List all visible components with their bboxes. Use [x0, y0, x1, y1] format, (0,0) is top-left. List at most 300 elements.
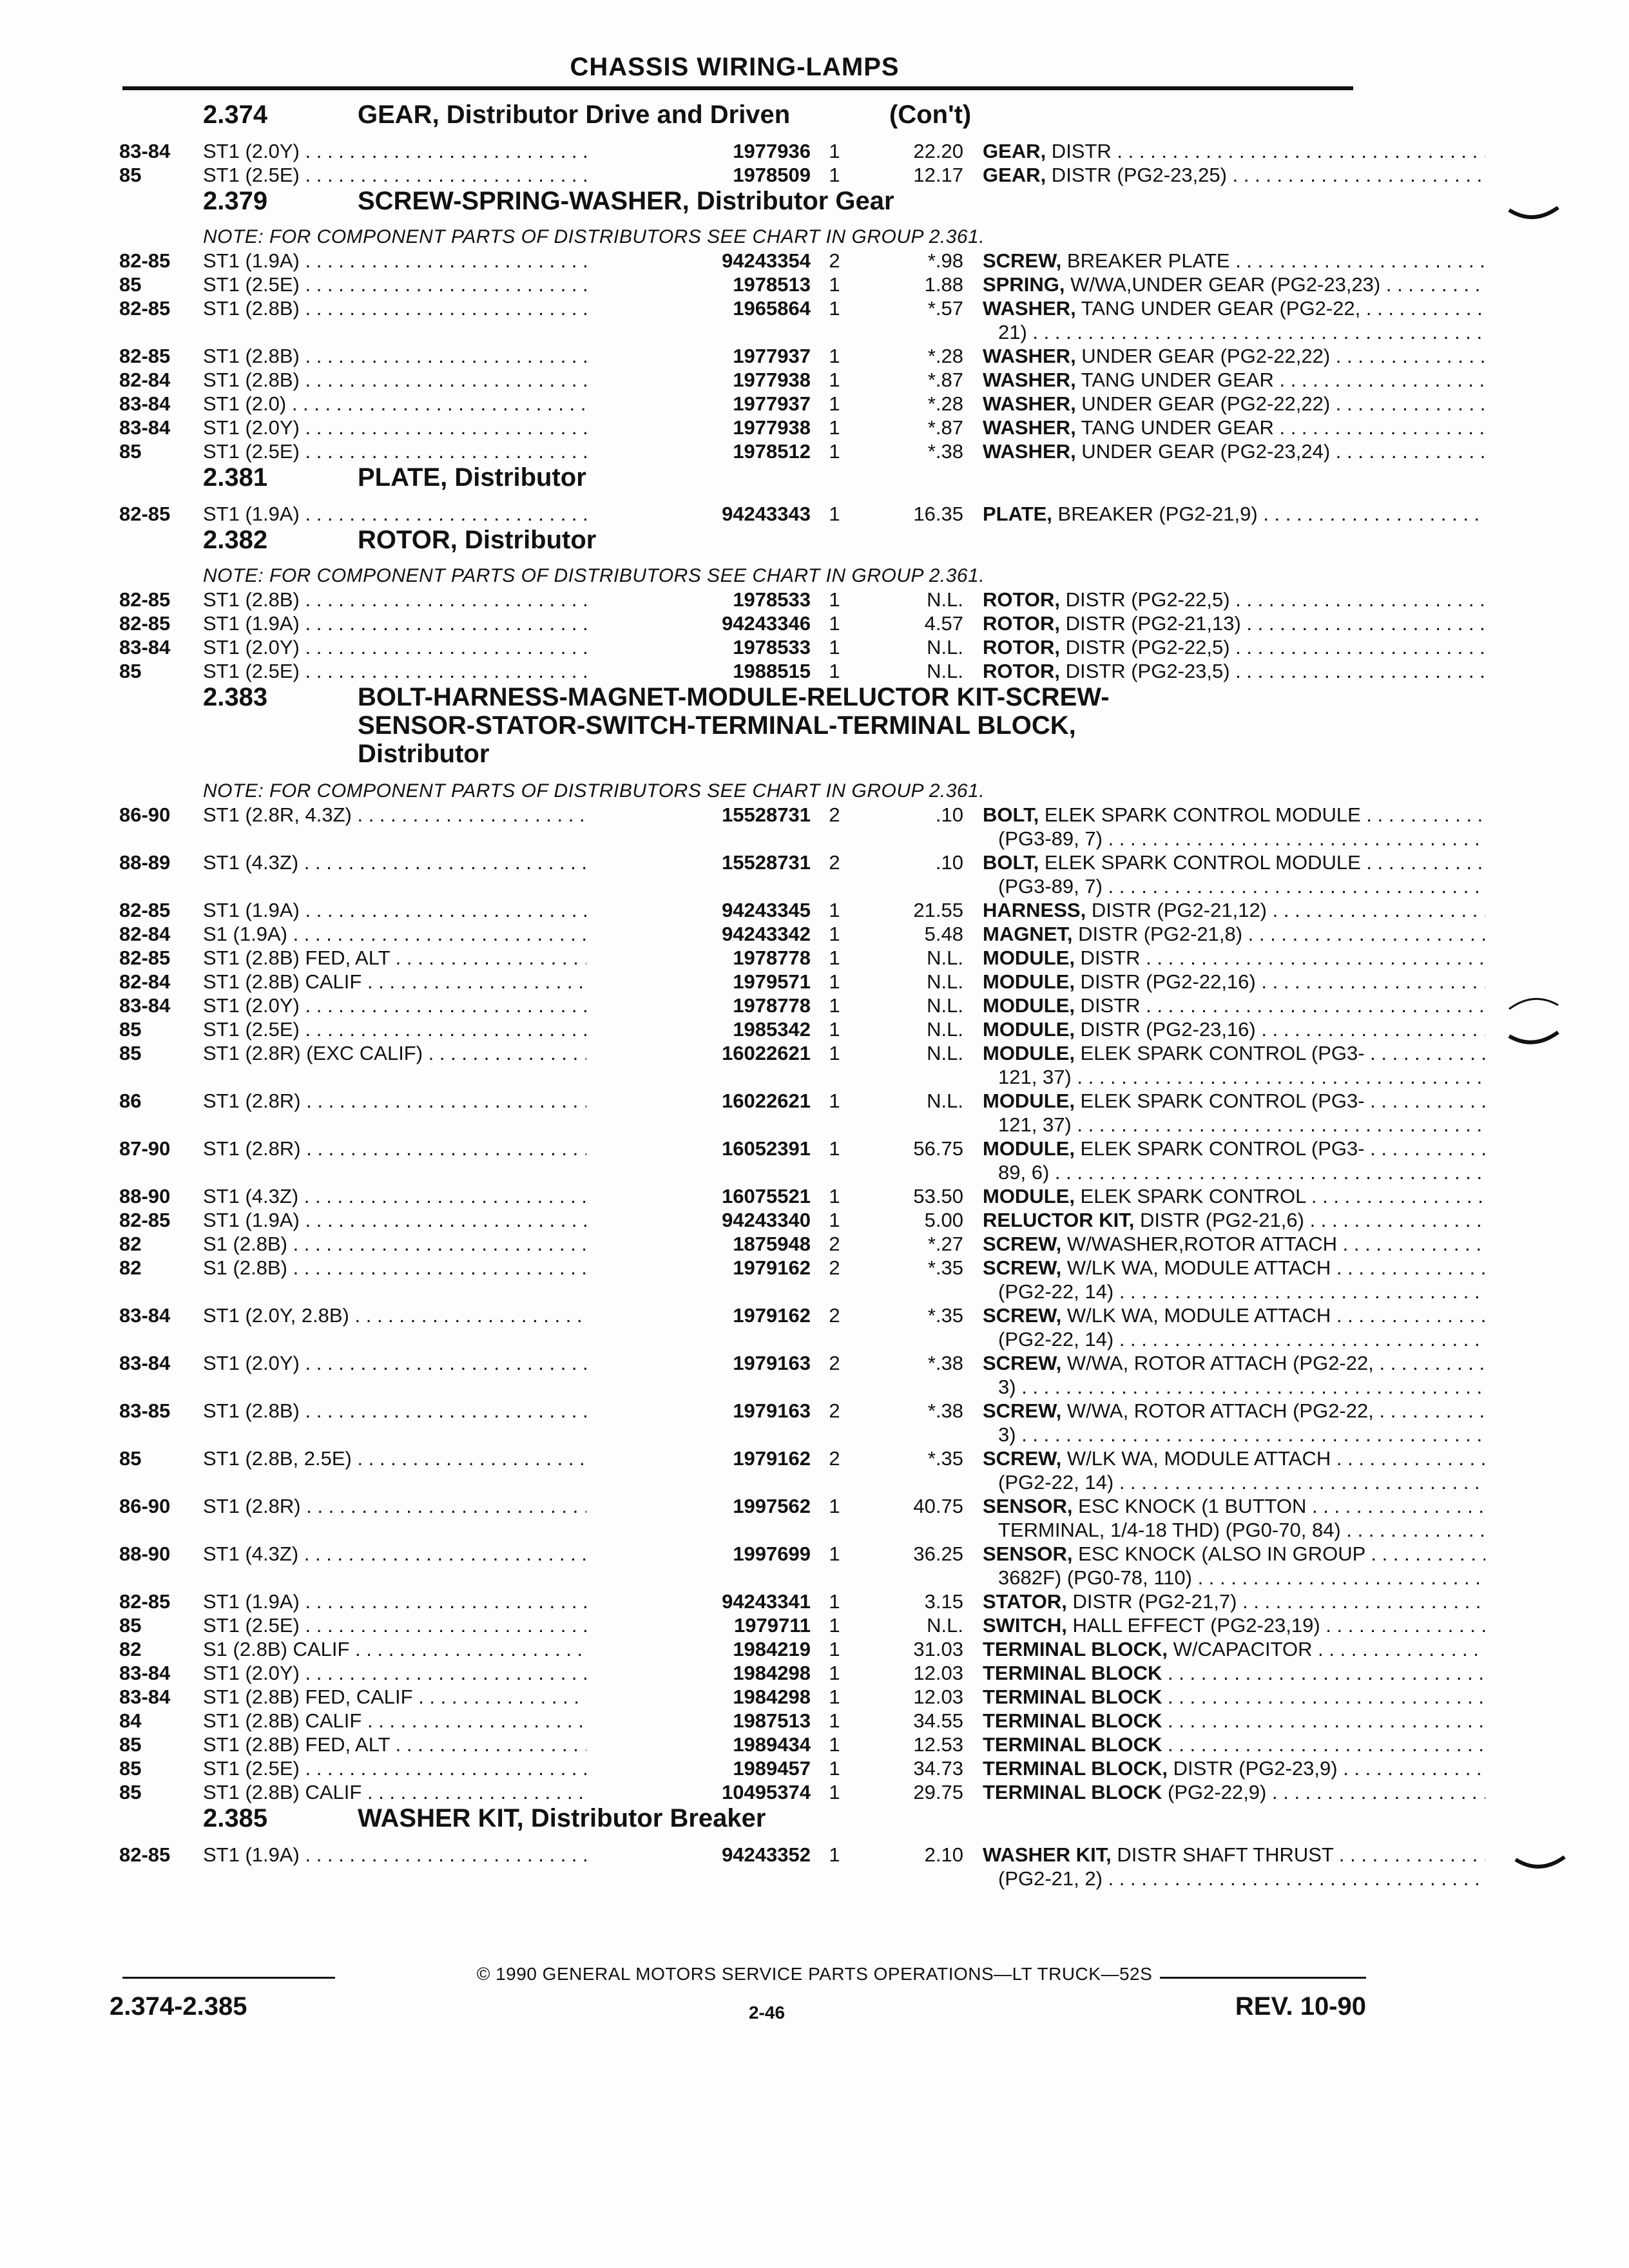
model-years: 86-90 — [119, 1495, 171, 1517]
part-number: 1978513 — [586, 273, 811, 296]
description-line — [983, 1613, 1485, 1637]
part-number: 1979163 — [586, 1351, 811, 1375]
description — [983, 163, 1485, 187]
description-noun: SCREW, — [983, 1352, 1062, 1374]
group-title: GEAR, Distributor Drive and Driven — [358, 101, 791, 129]
part-number: 1984298 — [586, 1685, 811, 1709]
description-text: W/WASHER,ROTOR ATTACH — [1061, 1233, 1337, 1255]
part-row — [119, 611, 1356, 635]
model-years: 88-90 — [119, 1542, 171, 1565]
application: ST1 (2.8B) . . . — [203, 588, 667, 611]
application: ST1 (2.8B) FED, ALT . . . — [203, 946, 667, 970]
price: N.L. — [927, 636, 963, 658]
description — [983, 344, 1485, 368]
quantity: 1 — [829, 297, 840, 320]
model-years: 83-84 — [119, 392, 171, 415]
description-noun: MODULE, — [983, 1185, 1075, 1207]
price: 5.48 — [924, 923, 963, 945]
price: N.L. — [927, 1090, 963, 1112]
application: ST1 (2.5E) . . . — [203, 439, 667, 463]
quantity: 1 — [829, 1686, 840, 1708]
description-text: ESC KNOCK (1 BUTTON — [1072, 1495, 1307, 1517]
description — [983, 1232, 1485, 1256]
part-row — [119, 1208, 1356, 1232]
description-line — [983, 611, 1485, 635]
description-text: W/WA, ROTOR ATTACH (PG2-22, — [1061, 1352, 1374, 1374]
application: ST1 (2.5E) . . . — [203, 659, 667, 683]
part-number: 1978778 — [586, 994, 811, 1017]
model-years: 85 — [119, 1447, 142, 1470]
part-row — [119, 1613, 1356, 1637]
description-line — [983, 1184, 1485, 1208]
part-row — [119, 296, 1361, 344]
part-number: 1979162 — [586, 1303, 811, 1327]
group-title: WASHER KIT, Distributor Breaker — [358, 1804, 766, 1832]
application: ST1 (2.8B) . . . — [203, 368, 667, 392]
description-text: UNDER GEAR (PG2-23,24) — [1075, 440, 1331, 463]
description-noun: TERMINAL BLOCK — [983, 1733, 1162, 1756]
quantity: 1 — [829, 1018, 840, 1041]
description-line — [983, 1470, 1485, 1494]
price: N.L. — [927, 660, 963, 682]
description-noun: WASHER KIT, — [983, 1843, 1112, 1866]
price: N.L. — [927, 947, 963, 969]
part-row — [119, 273, 1381, 296]
price: 16.35 — [913, 503, 963, 525]
description — [983, 439, 1485, 463]
description-noun: PLATE, — [983, 503, 1052, 525]
description-noun: ROTOR, — [983, 660, 1060, 682]
model-years: 83-84 — [119, 1352, 171, 1374]
description-noun: SCREW, — [983, 249, 1062, 272]
description-line — [983, 1065, 1485, 1089]
description-text: DISTR (PG2-22,5) — [1060, 588, 1230, 611]
part-number: 94243341 — [586, 1590, 811, 1613]
description-text: DISTR (PG2-23,16) — [1074, 1018, 1256, 1041]
quantity: 1 — [829, 140, 840, 162]
part-row — [119, 994, 1356, 1017]
price: *.35 — [927, 1256, 963, 1279]
description-text: TANG UNDER GEAR — [1075, 369, 1274, 391]
model-years: 85 — [119, 660, 142, 682]
model-years: 88-90 — [119, 1185, 171, 1207]
description-text: (PG2-22, 14) — [998, 1471, 1114, 1494]
part-number: 1965864 — [586, 296, 811, 320]
group-title: PLATE, Distributor — [358, 463, 586, 492]
application: ST1 (4.3Z) . . . — [203, 1184, 667, 1208]
application: ST1 (2.0Y) . . . — [203, 139, 667, 163]
part-row — [119, 1446, 1356, 1494]
group-header — [119, 463, 1356, 502]
description-noun: SWITCH, — [983, 1614, 1067, 1637]
model-years: 82-84 — [119, 369, 171, 391]
part-number: 1977937 — [586, 392, 811, 416]
part-row — [119, 1017, 1356, 1041]
model-years: 82 — [119, 1638, 142, 1660]
description — [983, 1843, 1485, 1890]
description-noun: MODULE, — [983, 994, 1075, 1017]
description-noun: TERMINAL BLOCK, — [983, 1638, 1168, 1660]
application: ST1 (2.8B) . . . — [203, 1399, 667, 1423]
description-text: W/CAPACITOR — [1168, 1638, 1313, 1660]
quantity: 1 — [829, 273, 840, 296]
application: ST1 (2.8B) . . . — [203, 296, 667, 320]
model-years: 85 — [119, 1042, 142, 1064]
description-noun: SENSOR, — [983, 1542, 1073, 1565]
description — [983, 1613, 1485, 1637]
price: *.27 — [927, 1233, 963, 1255]
quantity: 2 — [829, 1399, 840, 1422]
quantity: 1 — [829, 994, 840, 1017]
description-line — [983, 1843, 1485, 1867]
description-noun: MODULE, — [983, 947, 1075, 969]
description-noun: ROTOR, — [983, 612, 1060, 635]
quantity: 1 — [829, 1614, 840, 1637]
description-line — [983, 1518, 1485, 1542]
description-line — [983, 1590, 1485, 1613]
header-rule — [122, 86, 1353, 90]
description-text: (PG3-89, 7) — [998, 827, 1103, 850]
price: 2.10 — [924, 1843, 963, 1866]
part-number: 94243340 — [586, 1208, 811, 1232]
part-row — [119, 1041, 1365, 1089]
group-title — [358, 683, 1324, 768]
model-years: 83-84 — [119, 416, 171, 439]
description — [983, 803, 1485, 850]
price: 12.17 — [913, 164, 963, 186]
description-noun: ROTOR, — [983, 636, 1060, 658]
part-row — [119, 1542, 1365, 1590]
description-line — [983, 1327, 1485, 1351]
description-noun: SCREW, — [983, 1399, 1062, 1422]
description-text: UNDER GEAR (PG2-22,22) — [1075, 345, 1331, 367]
group-note: NOTE: FOR COMPONENT PARTS OF DISTRIBUTORS SEE CHART IN GROUP 2.361. — [203, 780, 985, 802]
part-number: 16052391 — [586, 1137, 811, 1160]
description-noun: TERMINAL BLOCK — [983, 1662, 1162, 1684]
part-row — [119, 368, 1356, 392]
application: ST1 (2.0Y) . . . — [203, 994, 667, 1017]
description-text: ESC KNOCK (ALSO IN GROUP — [1072, 1542, 1365, 1565]
application: ST1 (2.0Y) . . . — [203, 416, 667, 439]
part-row — [119, 1303, 1356, 1351]
quantity: 2 — [829, 803, 840, 826]
margin-tick-mark — [1514, 1856, 1566, 1875]
quantity: 1 — [829, 636, 840, 658]
part-row — [119, 416, 1356, 439]
description-noun: TERMINAL BLOCK, — [983, 1757, 1168, 1780]
part-row — [119, 635, 1356, 659]
quantity: 1 — [829, 1781, 840, 1803]
part-row — [119, 922, 1356, 946]
description — [983, 368, 1485, 392]
model-years: 82-85 — [119, 1590, 171, 1613]
description-text: 89, 6) — [998, 1161, 1050, 1184]
price: 53.50 — [913, 1185, 963, 1207]
application: ST1 (1.9A) . . . — [203, 898, 667, 922]
description-text: BREAKER PLATE — [1061, 249, 1230, 272]
quantity: 2 — [829, 1447, 840, 1470]
quantity: 1 — [829, 612, 840, 635]
description-line — [983, 1661, 1485, 1685]
quantity: 2 — [829, 1233, 840, 1255]
application: S1 (2.8B) . . . — [203, 1256, 667, 1280]
description-noun: MODULE, — [983, 1090, 1075, 1112]
part-row — [119, 344, 1356, 368]
price: *.35 — [927, 1304, 963, 1327]
description-text: W/LK WA, MODULE ATTACH — [1061, 1447, 1331, 1470]
description-text: DISTR (PG2-21,6) — [1134, 1209, 1304, 1231]
description-line — [983, 320, 1485, 344]
quantity: 2 — [829, 851, 840, 874]
description — [983, 1780, 1485, 1804]
group-number: 2.381 — [203, 463, 268, 492]
quantity: 2 — [829, 1352, 840, 1374]
description — [983, 1399, 1485, 1446]
description-line — [983, 139, 1485, 163]
model-years: 85 — [119, 273, 142, 296]
description — [983, 296, 1485, 344]
description-line — [983, 1351, 1485, 1375]
description-noun: WASHER, — [983, 297, 1076, 320]
group-title-line: Distributor — [358, 740, 490, 768]
description — [983, 1446, 1485, 1494]
margin-tick-mark — [1508, 992, 1559, 1012]
application: ST1 (2.8R) . . . — [203, 1089, 667, 1113]
application: ST1 (2.8R, 4.3Z) . . . — [203, 803, 667, 827]
price: 29.75 — [913, 1781, 963, 1803]
description-noun: TERMINAL BLOCK — [983, 1686, 1162, 1708]
application: ST1 (2.5E) . . . — [203, 163, 667, 187]
description-line — [983, 994, 1485, 1017]
description-line — [983, 344, 1485, 368]
application: ST1 (2.8B) . . . — [203, 344, 667, 368]
quantity: 2 — [829, 249, 840, 272]
footer-copyright: © 1990 GENERAL MOTORS SERVICE PARTS OPERATIONS—LT TRUCK—52S — [469, 1964, 1161, 1984]
description-text: DISTR — [1074, 947, 1141, 969]
price: *.87 — [927, 369, 963, 391]
application: ST1 (1.9A) . . . — [203, 502, 667, 526]
price: *.28 — [927, 392, 963, 415]
description-line — [983, 249, 1485, 273]
description-text: (PG3-89, 7) — [998, 875, 1103, 898]
quantity: 1 — [829, 970, 840, 993]
description-line — [983, 874, 1485, 898]
part-row — [119, 139, 1356, 163]
part-number: 1979163 — [586, 1399, 811, 1423]
description-text: DISTR SHAFT THRUST — [1111, 1843, 1334, 1866]
part-row — [119, 1351, 1374, 1399]
price: 56.75 — [913, 1137, 963, 1160]
description — [983, 994, 1485, 1017]
description — [983, 1494, 1485, 1542]
description-text: 3682F) (PG0-78, 110) — [998, 1566, 1192, 1589]
application: ST1 (1.9A) . . . — [203, 1590, 667, 1613]
part-number: 1989457 — [586, 1756, 811, 1780]
price: 36.25 — [913, 1542, 963, 1565]
part-number: 94243343 — [586, 502, 811, 526]
quantity: 1 — [829, 1137, 840, 1160]
description — [983, 1089, 1485, 1137]
description-noun: GEAR, — [983, 164, 1046, 186]
price: *.98 — [927, 249, 963, 272]
quantity: 1 — [829, 660, 840, 682]
part-row — [119, 946, 1356, 970]
part-row — [119, 1843, 1356, 1890]
description-line — [983, 296, 1485, 320]
description-line — [983, 635, 1485, 659]
description — [983, 635, 1485, 659]
description — [983, 416, 1485, 439]
description-line — [983, 1232, 1485, 1256]
part-row — [119, 1661, 1356, 1685]
application: ST1 (1.9A) . . . — [203, 249, 667, 273]
part-number: 94243345 — [586, 898, 811, 922]
application: ST1 (2.8R) . . . — [203, 1137, 667, 1160]
group-header — [119, 683, 1356, 780]
part-row — [119, 502, 1356, 526]
part-number: 1978778 — [586, 946, 811, 970]
description-line — [983, 898, 1485, 922]
description-text: DISTR — [1074, 994, 1141, 1017]
description — [983, 139, 1485, 163]
part-number: 1978512 — [586, 439, 811, 463]
price: 40.75 — [913, 1495, 963, 1517]
description — [983, 946, 1485, 970]
model-years: 82-85 — [119, 1209, 171, 1231]
description-text: 121, 37) — [998, 1066, 1072, 1088]
description-line — [983, 1494, 1485, 1518]
price: 31.03 — [913, 1638, 963, 1660]
application: ST1 (2.5E) . . . — [203, 273, 667, 296]
description-text: DISTR (PG2-21,8) — [1072, 923, 1243, 945]
model-years: 82-85 — [119, 503, 171, 525]
group-title: SCREW-SPRING-WASHER, Distributor Gear — [358, 187, 894, 215]
description-line — [983, 1017, 1485, 1041]
group-header — [119, 101, 1356, 139]
description-line — [983, 1399, 1485, 1423]
description — [983, 1041, 1485, 1089]
group-header — [119, 1804, 1356, 1843]
description-text: ELEK SPARK CONTROL MODULE — [1039, 803, 1361, 826]
part-number: 16022621 — [586, 1089, 811, 1113]
part-number: 1979162 — [586, 1256, 811, 1280]
quantity: 1 — [829, 899, 840, 921]
part-row — [119, 1494, 1356, 1542]
part-number: 94243346 — [586, 611, 811, 635]
description-text: DISTR (PG2-21,12) — [1086, 899, 1268, 921]
model-years: 83-84 — [119, 1686, 171, 1708]
application: ST1 (2.5E) . . . — [203, 1017, 667, 1041]
part-number: 1989434 — [586, 1733, 811, 1756]
description-line — [983, 970, 1485, 994]
application: ST1 (2.8B) FED, CALIF . . . — [203, 1685, 667, 1709]
description-text: DISTR (PG2-23,5) — [1060, 660, 1230, 682]
part-number: 1977936 — [586, 139, 811, 163]
quantity: 1 — [829, 1090, 840, 1112]
quantity: 1 — [829, 503, 840, 525]
description-noun: SENSOR, — [983, 1495, 1073, 1517]
application: ST1 (2.5E) . . . — [203, 1756, 667, 1780]
application: ST1 (2.8B) CALIF . . . — [203, 1780, 667, 1804]
model-years: 83-84 — [119, 636, 171, 658]
description-text: (PG2-21, 2) — [998, 1867, 1103, 1890]
description-line — [983, 922, 1485, 946]
model-years: 82-85 — [119, 249, 171, 272]
application: ST1 (2.5E) . . . — [203, 1613, 667, 1637]
description — [983, 1685, 1485, 1709]
part-row — [119, 588, 1356, 611]
model-years: 82-85 — [119, 345, 171, 367]
part-number: 1988515 — [586, 659, 811, 683]
price: *.87 — [927, 416, 963, 439]
quantity: 1 — [829, 1495, 840, 1517]
group-number: 2.374 — [203, 101, 268, 129]
quantity: 1 — [829, 1757, 840, 1780]
model-years: 86-90 — [119, 803, 171, 826]
parts-list — [119, 101, 1381, 1890]
model-years: 83-84 — [119, 1662, 171, 1684]
description — [983, 1542, 1485, 1590]
footer-revision: REV. 10-90 — [1235, 1992, 1366, 2021]
description-line — [983, 850, 1485, 874]
description — [983, 1184, 1485, 1208]
margin-tick-mark — [1508, 206, 1559, 226]
quantity: 1 — [829, 369, 840, 391]
description-line — [983, 273, 1485, 296]
group-title-line: SENSOR-STATOR-SWITCH-TERMINAL-TERMINAL BLOCK, — [358, 711, 1076, 740]
description-line — [983, 1867, 1485, 1890]
description — [983, 1637, 1485, 1661]
model-years: 85 — [119, 1733, 142, 1756]
application: S1 (2.8B) CALIF . . . — [203, 1637, 667, 1661]
description-line — [983, 1089, 1485, 1113]
part-row — [119, 1590, 1356, 1613]
price: N.L. — [927, 1042, 963, 1064]
price: 34.73 — [913, 1757, 963, 1780]
description-noun: BOLT, — [983, 851, 1039, 874]
description — [983, 659, 1485, 683]
description-line — [983, 803, 1485, 827]
model-years: 85 — [119, 1757, 142, 1780]
model-years: 85 — [119, 1018, 142, 1041]
description-noun: ROTOR, — [983, 588, 1060, 611]
part-row — [119, 898, 1356, 922]
description-line — [983, 1423, 1485, 1446]
description-line — [983, 1756, 1485, 1780]
part-number: 94243354 — [586, 249, 811, 273]
description-text: W/LK WA, MODULE ATTACH — [1061, 1304, 1331, 1327]
model-years: 84 — [119, 1709, 142, 1732]
price: 3.15 — [924, 1590, 963, 1613]
description-text: UNDER GEAR (PG2-22,22) — [1075, 392, 1331, 415]
quantity: 1 — [829, 345, 840, 367]
description-text: W/WA, ROTOR ATTACH (PG2-22, — [1061, 1399, 1374, 1422]
description-noun: MODULE, — [983, 1018, 1075, 1041]
description — [983, 1756, 1485, 1780]
description-text: TANG UNDER GEAR — [1075, 416, 1274, 439]
part-row — [119, 803, 1361, 850]
application: ST1 (1.9A) . . . — [203, 1843, 667, 1867]
description — [983, 850, 1485, 898]
model-years: 82-85 — [119, 899, 171, 921]
part-row — [119, 1709, 1356, 1733]
description-line — [983, 1780, 1485, 1804]
description — [983, 1351, 1485, 1399]
group-number: 2.382 — [203, 526, 268, 554]
part-number: 1979571 — [586, 970, 811, 994]
model-years: 82-85 — [119, 612, 171, 635]
part-number: 16022621 — [586, 1041, 811, 1065]
